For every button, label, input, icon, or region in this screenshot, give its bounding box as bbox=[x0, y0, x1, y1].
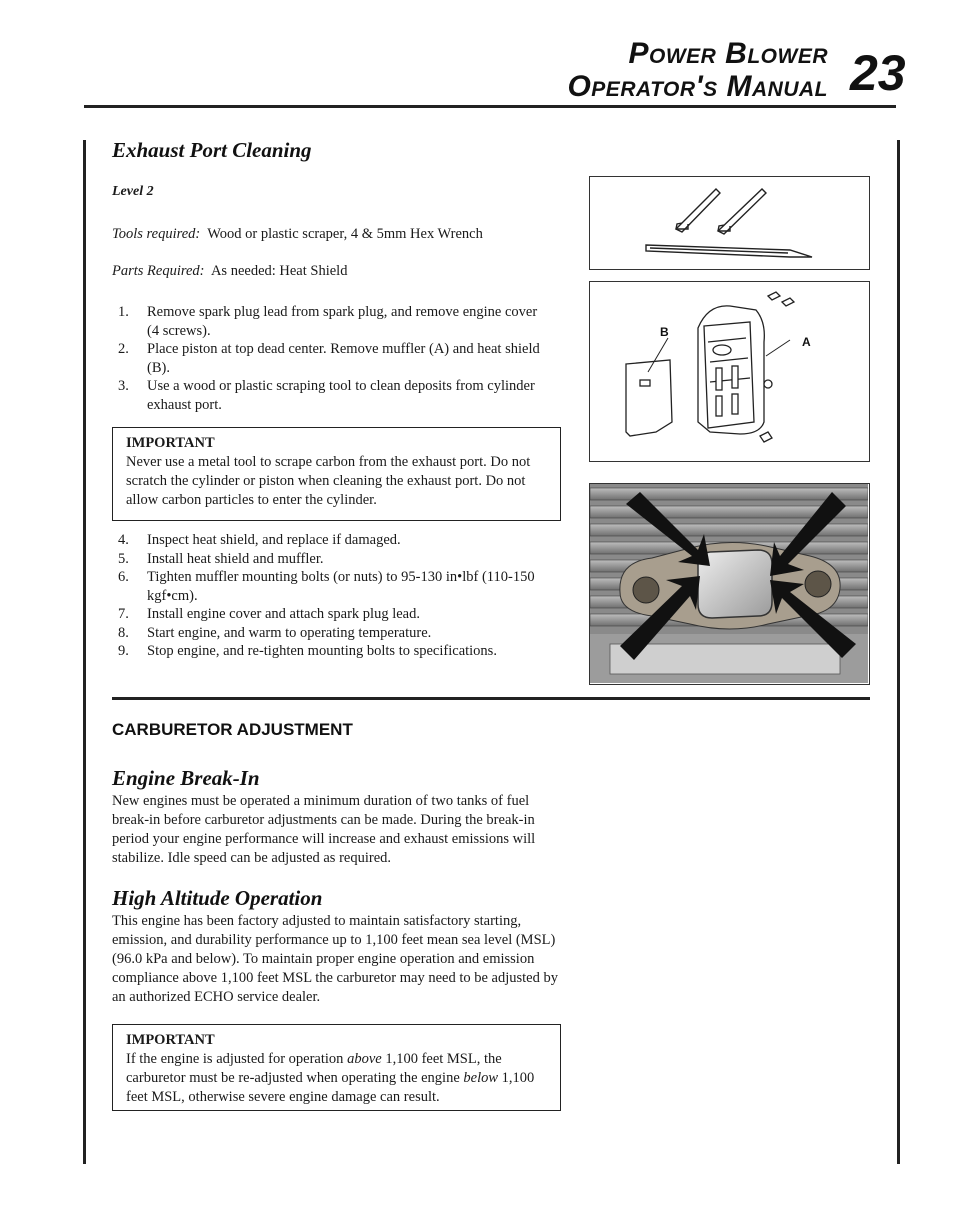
list-item: 3. Use a wood or plastic scraping tool to clean deposits from cylinder exhaust port. bbox=[118, 378, 535, 413]
section-divider bbox=[112, 697, 870, 700]
figure-label-b: B bbox=[660, 325, 669, 339]
steps-list-1 bbox=[112, 303, 548, 414]
parts-label: Parts Required: bbox=[112, 263, 205, 279]
list-item: 7. Install engine cover and attach spark plug lead. bbox=[118, 606, 420, 622]
important-text: Never use a metal tool to scrape carbon from the exhaust port. Do not scratch the cylinder or piston when cleaning the exhaust port. Do not allow carbon particles to enter the cylinder. bbox=[126, 454, 531, 508]
tools-value: Wood or plastic scraper, 4 & 5mm Hex Wrench bbox=[207, 226, 483, 242]
engine-break-in-text: New engines must be operated a minimum duration of two tanks of fuel break-in before carburetor adjustments can be made. During the break-in period your engine performance will increase and exhaust emissions will stabilize. Idle speed can be adjusted as required. bbox=[112, 793, 536, 866]
manual-title-line1: Power Blower bbox=[628, 37, 828, 70]
list-item: 2. Place piston at top dead center. Remove muffler (A) and heat shield (B). bbox=[118, 341, 540, 376]
important-title: IMPORTANT bbox=[126, 1032, 215, 1048]
level-label: Level 2 bbox=[112, 184, 154, 199]
list-item: 5. Install heat shield and muffler. bbox=[118, 550, 324, 567]
engine-break-in-title: Engine Break-In bbox=[112, 766, 260, 790]
header-rule bbox=[84, 105, 896, 108]
carburetor-heading: CARBURETOR ADJUSTMENT bbox=[112, 720, 353, 739]
right-margin-rule bbox=[897, 140, 900, 1164]
hex-wrench-and-scraper-illustration bbox=[590, 177, 868, 268]
list-item: 6. Tighten muffler mounting bolts (or nuts) to 95-130 in•lbf (110-150 kgf•cm). bbox=[118, 569, 535, 604]
high-altitude-text: This engine has been factory adjusted to maintain satisfactory starting, emission, and durability performance up to 1,100 feet mean sea level (MSL) (96.0 kPa and below). To maintain proper engine operation and emission compliance above 1,100 feet MSL the carburetor may need to be adjusted by an authorized ECHO service dealer. bbox=[112, 913, 558, 1005]
list-item: 8. Start engine, and warm to operating temperature. bbox=[118, 624, 432, 641]
page-number: 23 bbox=[850, 45, 906, 101]
left-margin-rule bbox=[83, 140, 86, 1164]
muffler-heat-shield-illustration bbox=[590, 282, 868, 460]
important-text: If the engine is adjusted for operation above 1,100 feet MSL, the carburetor must be re-adjusted when operating the engine below 1,100 feet MSL, otherwise severe engine damage can result. bbox=[126, 1051, 535, 1105]
parts-value: As needed: Heat Shield bbox=[210, 263, 348, 279]
exhaust-port-photo bbox=[589, 483, 870, 685]
exhaust-section-title: Exhaust Port Cleaning bbox=[112, 138, 312, 162]
exhaust-port-illustration bbox=[590, 484, 868, 683]
tools-figure bbox=[589, 176, 870, 270]
list-item: 4. Inspect heat shield, and replace if damaged. bbox=[118, 532, 401, 548]
important-title: IMPORTANT bbox=[126, 435, 215, 451]
important-notice-1 bbox=[112, 427, 561, 521]
list-item: 9. Stop engine, and re-tighten mounting bolts to specifications. bbox=[118, 643, 497, 659]
steps-list-2 bbox=[112, 531, 552, 661]
high-altitude-title: High Altitude Operation bbox=[112, 886, 323, 910]
manual-title-line2: Operator's Manual bbox=[567, 70, 828, 103]
important-notice-2 bbox=[112, 1024, 561, 1111]
list-item: 1. Remove spark plug lead from spark plug, and remove engine cover (4 screws). bbox=[118, 304, 538, 339]
tools-label: Tools required: bbox=[112, 226, 201, 242]
muffler-figure bbox=[589, 281, 870, 462]
figure-label-a: A bbox=[802, 335, 811, 349]
parts-required bbox=[112, 262, 347, 281]
tools-required bbox=[112, 225, 483, 244]
